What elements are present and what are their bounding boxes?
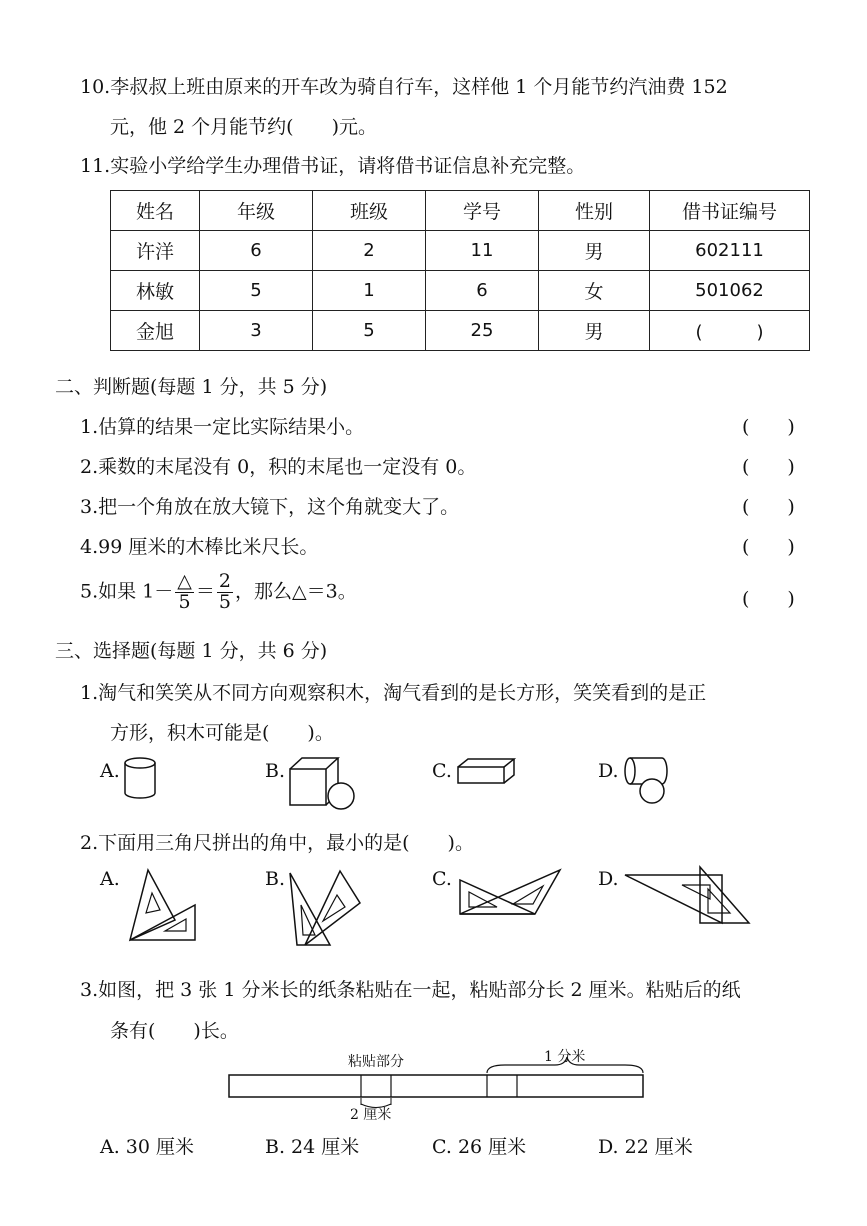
mc3-line1: 3.如图，把 3 张 1 分米长的纸条粘贴在一起，粘贴部分长 2 厘米。粘贴后的纸: [80, 979, 741, 1001]
cell-card-number: 501062: [650, 271, 810, 311]
cuboid-icon: [456, 757, 518, 787]
tf-answer-bracket-4[interactable]: ( ): [742, 536, 795, 558]
header-name: 姓名: [111, 191, 200, 231]
cube-and-sphere-icon: [288, 755, 358, 813]
mc1-option-c-label[interactable]: C.: [432, 760, 452, 782]
mc1-option-a-label[interactable]: A.: [100, 760, 120, 782]
cell-grade: 5: [200, 271, 313, 311]
tf-item-4: 4.99 厘米的木棒比米尺长。: [80, 536, 319, 558]
section2-title: 二、判断题(每题 1 分，共 5 分): [55, 376, 328, 398]
cell-class: 5: [313, 311, 426, 351]
cylinder-icon: [120, 755, 160, 803]
cell-grade: 3: [200, 311, 313, 351]
table-header-row: [111, 191, 810, 231]
mc3-choice-b[interactable]: B. 24 厘米: [265, 1136, 360, 1158]
mc1-line2: 方形，积木可能是( )。: [110, 722, 334, 744]
triangle-ruler-angle-b-icon: [285, 863, 365, 953]
mc3-choice-c[interactable]: C. 26 厘米: [432, 1136, 527, 1158]
cell-name: 许洋: [111, 231, 200, 271]
tf-item-5-prefix: 5.如果 1－: [80, 580, 174, 603]
cell-gender: 男: [539, 231, 650, 271]
label-one-decimeter: 1 分米: [544, 1049, 586, 1065]
cell-grade: 6: [200, 231, 313, 271]
header-student-id: 学号: [426, 191, 539, 231]
header-class: 班级: [313, 191, 426, 231]
mc2-text: 2.下面用三角尺拼出的角中，最小的是( )。: [80, 832, 474, 854]
fraction-denominator: 5: [218, 590, 231, 613]
cell-card-number: 602111: [650, 231, 810, 271]
label-two-cm: 2 厘米: [350, 1107, 392, 1123]
mc3-line2: 条有( )长。: [110, 1020, 239, 1042]
tf-item-2: 2.乘数的末尾没有 0，积的末尾也一定没有 0。: [80, 456, 477, 478]
cell-class: 1: [313, 271, 426, 311]
header-grade: 年级: [200, 191, 313, 231]
fraction-numerator: 2: [218, 570, 231, 592]
header-card-number: 借书证编号: [650, 191, 810, 231]
cell-student-id: 25: [426, 311, 539, 351]
q10-line1: 10.李叔叔上班由原来的开车改为骑自行车，这样他 1 个月能节约汽油费 152: [80, 76, 728, 98]
tf-item-1: 1.估算的结果一定比实际结果小。: [80, 416, 365, 438]
mc3-choice-d[interactable]: D. 22 厘米: [598, 1136, 693, 1158]
fraction-triangle-over-5: [175, 572, 194, 613]
cell-gender: 女: [539, 271, 650, 311]
tf-item-5: [80, 572, 357, 613]
table-row: [111, 271, 810, 311]
mc3-choice-a[interactable]: A. 30 厘米: [100, 1136, 195, 1158]
tf-answer-bracket-1[interactable]: ( ): [742, 416, 795, 438]
cell-class: 2: [313, 231, 426, 271]
tf-answer-bracket-5[interactable]: ( ): [742, 588, 795, 610]
cell-student-id: 11: [426, 231, 539, 271]
tf-answer-bracket-2[interactable]: ( ): [742, 456, 795, 478]
mc2-option-d-label[interactable]: D.: [598, 868, 619, 890]
q11-text: 11.实验小学给学生办理借书证，请将借书证信息补充完整。: [80, 155, 586, 177]
tf-answer-bracket-3[interactable]: ( ): [742, 496, 795, 518]
mc2-option-b-label[interactable]: B.: [265, 868, 286, 890]
cell-gender: 男: [539, 311, 650, 351]
mc2-option-c-label[interactable]: C.: [432, 868, 452, 890]
cell-student-id: 6: [426, 271, 539, 311]
triangle-ruler-angle-a-icon: [120, 865, 200, 945]
section3-title: 三、选择题(每题 1 分，共 6 分): [55, 640, 328, 662]
q10-line2: 元，他 2 个月能节约( )元。: [110, 116, 377, 138]
lying-cylinder-and-sphere-icon: [622, 755, 682, 807]
cell-name: 林敏: [111, 271, 200, 311]
table-row: [111, 311, 810, 351]
cell-card-number-blank[interactable]: ( ): [650, 311, 810, 351]
label-paste-part: 粘贴部分: [348, 1054, 404, 1070]
fraction-numerator: △: [177, 570, 192, 592]
mc1-option-d-label[interactable]: D.: [598, 760, 619, 782]
triangle-ruler-angle-c-icon: [455, 862, 565, 920]
tf-item-3: 3.把一个角放在放大镜下，这个角就变大了。: [80, 496, 460, 518]
paper-strip-diagram: [225, 1045, 655, 1130]
equals-sign: ＝: [195, 580, 215, 603]
mc1-option-b-label[interactable]: B.: [265, 760, 286, 782]
cell-name: 金旭: [111, 311, 200, 351]
mc1-line1: 1.淘气和笑笑从不同方向观察积木，淘气看到的是长方形，笑笑看到的是正: [80, 682, 707, 704]
table-row: [111, 231, 810, 271]
header-gender: 性别: [539, 191, 650, 231]
mc2-option-a-label[interactable]: A.: [100, 868, 120, 890]
library-card-table: [110, 190, 810, 351]
fraction-denominator: 5: [178, 590, 191, 613]
tf-item-5-suffix: ，那么△＝3。: [235, 580, 357, 603]
fraction-2-over-5: [217, 572, 233, 613]
paper-strips-outline: [229, 1075, 643, 1097]
triangle-ruler-angle-d-icon: [622, 865, 752, 927]
